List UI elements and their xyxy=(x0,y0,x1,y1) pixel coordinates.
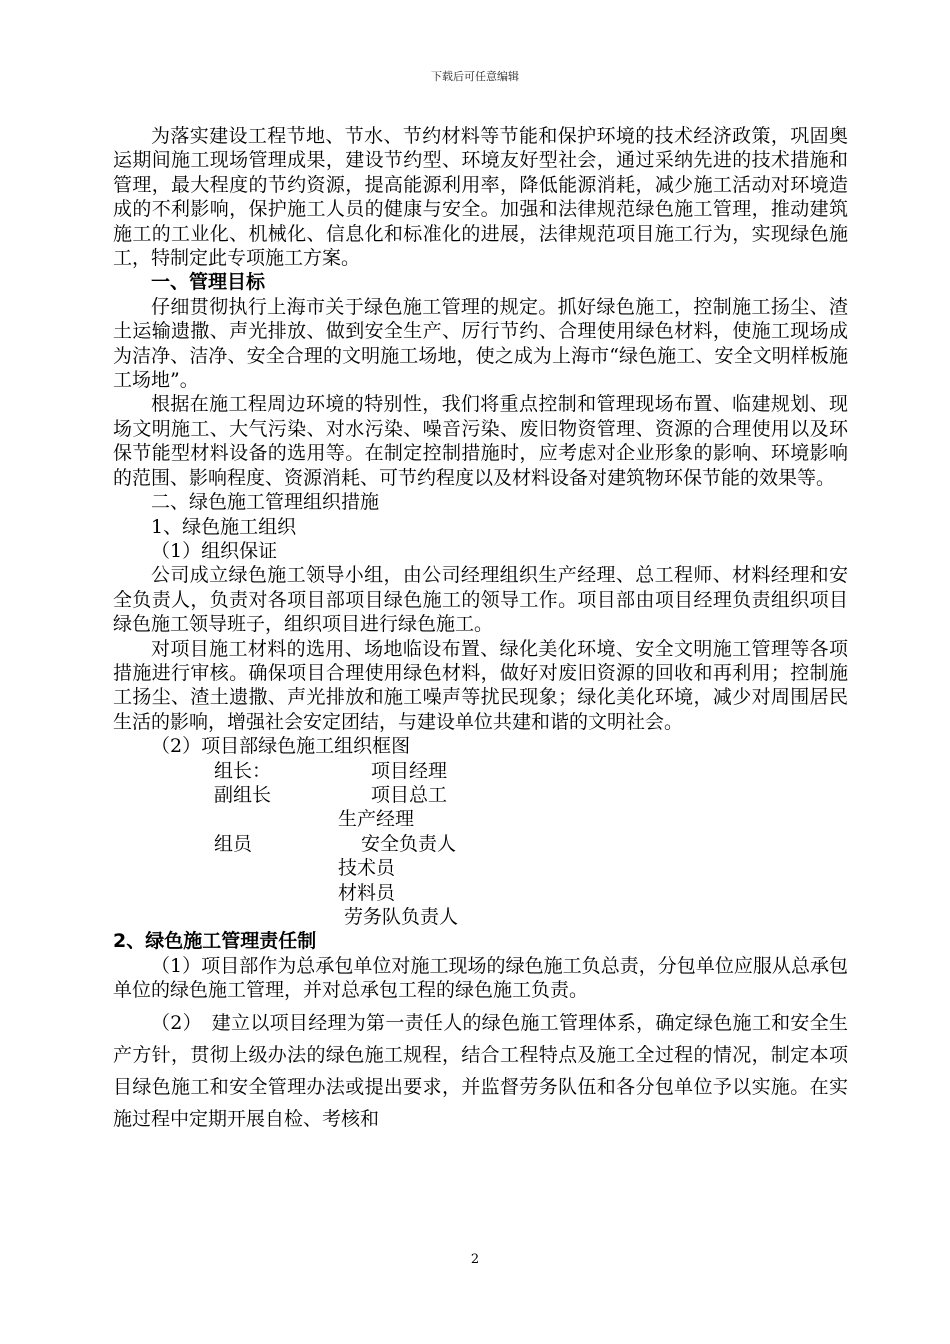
org-member-2: 技术员 xyxy=(338,857,396,880)
review-paragraph: 对项目施工材料的选用、场地临设布置、绿化美化环境、安全文明施工管理等各项措施进行审核。确保项目合理使用绿色材料，做好对废旧资源的回收和再利用；控制施工扬尘、渣土遗撒、声光排放和施工噪声等扰民现象；绿化美化环境，减少对周围居民生活的影响，增强社会安定团结，与建设单位共建和谐的文明社会。 xyxy=(113,637,848,733)
management-goal-paragraph: 仔细贯彻执行上海市关于绿色施工管理的规定。抓好绿色施工，控制施工扬尘、渣土运输遗撒、声光排放、做到安全生产、厉行节约、合理使用绿色材料，使施工现场成为洁净、洁净、安全合理的文明施工场地，使之成为上海市“绿色施工、安全文明样板施工场地”。 xyxy=(113,295,848,392)
intro-paragraph: 为落实建设工程节地、节水、节约材料等节能和保护环境的技术经济政策，巩固奥运期间施工现场管理成果，建设节约型、环境友好型社会，通过采纳先进的技术措施和管理，最大程度的节约资源，提高能源利用率，降低能源消耗，减少施工活动对环境造成的不利影响，保护施工人员的健康与安全。加强和法律规范绿色施工管理，推动建筑施工的工业化、机械化、信息化和标准化的进展，法律规范项目施工行为，实现绿色施工，特制定此专项施工方案。 xyxy=(113,125,848,270)
section-heading-2: 二、绿色施工管理组织措施 xyxy=(151,491,380,514)
organization-paragraph: 公司成立绿色施工领导小组，由公司经理组织生产经理、总工程师、材料经理和安全负责人，负责对各项目部项目绿色施工的领导工作。项目部由项目经理负责组织项目绿色施工领导班子，组织项目进行绿色施工。 xyxy=(113,564,848,636)
subsection-heading-1: 1、绿色施工组织 xyxy=(151,515,297,538)
responsibility-paragraph-1: （1）项目部作为总承包单位对施工现场的绿色施工负总责，分包单位应服从总承包单位的绿色施工管理，并对总承包工程的绿色施工负责。 xyxy=(113,954,848,1002)
section-heading-1: 一、管理目标 xyxy=(151,271,266,294)
org-member-4: 劳务队负责人 xyxy=(344,905,459,928)
control-focus-paragraph: 根据在施工程周边环境的特别性，我们将重点控制和管理现场布置、临建规划、现场文明施工、大气污染、对水污染、噪音污染、废旧物资管理、资源的合理使用以及环保节能型材料设备的选用等。在制定控制措施时，应考虑对企业形象的影响、环境影响的范围、影响程度、资源消耗、可节约程度以及材料设备对建筑物环保节能的效果等。 xyxy=(113,393,848,489)
responsibility-paragraph-2: （2） 建立以项目经理为第一责任人的绿色施工管理体系，确定绿色施工和安全生产方针，贯彻上级办法的绿色施工规程，结合工程特点及施工全过程的情况，制定本项目绿色施工和安全管理办法或提出要求，并监督劳务队伍和各分包单位予以实施。在实施过程中定期开展自检、考核和 xyxy=(113,1011,848,1130)
org-member-1: 安全负责人 xyxy=(361,832,457,855)
item-heading-organization: （1）组织保证 xyxy=(151,539,278,562)
org-deputy-value-1: 项目总工 xyxy=(371,783,448,806)
org-deputy-value-2: 生产经理 xyxy=(338,808,415,831)
page-header: 下载后可任意编辑 xyxy=(431,70,519,83)
page-number: 2 xyxy=(470,1252,480,1267)
org-leader-label: 组长： xyxy=(214,759,272,782)
org-chart xyxy=(113,759,848,930)
org-deputy-label: 副组长 xyxy=(214,783,272,806)
org-leader-value: 项目经理 xyxy=(371,759,448,782)
subsection-heading-2: 2、绿色施工管理责任制 xyxy=(113,930,317,953)
document-body xyxy=(113,124,848,1135)
org-member-3: 材料员 xyxy=(338,881,396,904)
item-heading-org-chart: （2）项目部绿色施工组织框图 xyxy=(151,735,411,758)
org-member-label: 组员 xyxy=(214,832,253,855)
